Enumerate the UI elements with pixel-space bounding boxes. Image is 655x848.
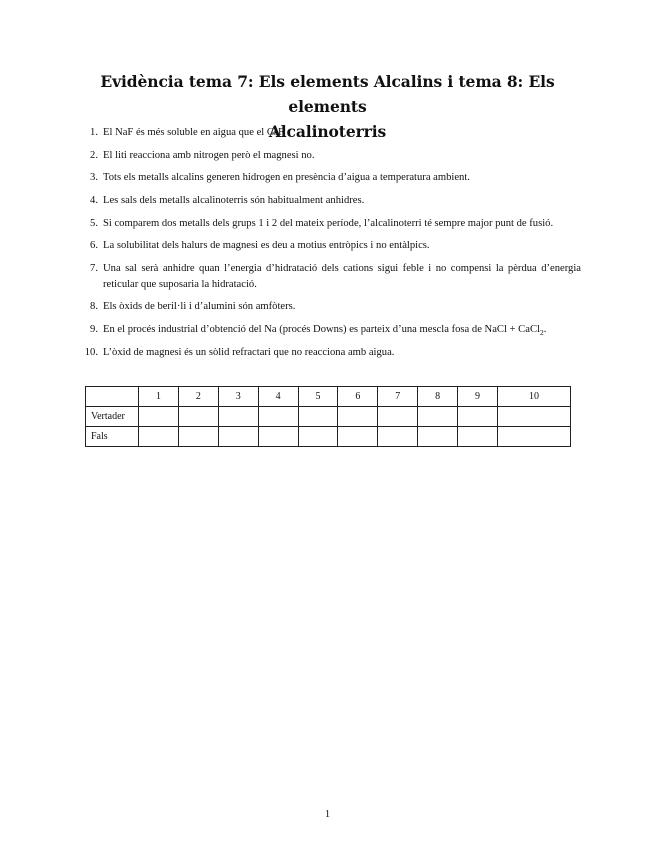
item-number: 5. <box>90 217 98 229</box>
corner-cell <box>86 387 139 407</box>
answer-cell[interactable] <box>258 407 298 427</box>
statement-item <box>86 238 581 254</box>
statement-item <box>86 193 581 209</box>
column-header: 4 <box>258 387 298 407</box>
item-text: L’òxid de magnesi és un sòlid refractari que no reacciona amb aigua. <box>103 346 395 358</box>
item-text: Una sal serà anhidre quan l’energia d’hidratació dels cations sigui feble i no compensi la pèrdua d’energia reticular que suposaria la hidratació. <box>103 263 581 290</box>
answer-cell[interactable] <box>418 427 458 447</box>
answer-cell[interactable] <box>298 407 338 427</box>
column-header: 7 <box>378 387 418 407</box>
answer-cell[interactable] <box>218 407 258 427</box>
item-number: 7. <box>90 263 98 275</box>
item-text: Les sals dels metalls alcalinoterris són habitualment anhidres. <box>103 195 365 207</box>
answer-cell[interactable] <box>139 427 179 447</box>
answer-cell[interactable] <box>378 407 418 427</box>
column-header: 5 <box>298 387 338 407</box>
item-text-end: . <box>543 324 547 335</box>
statement-item <box>86 148 581 164</box>
answer-cell[interactable] <box>497 427 570 447</box>
answer-cell[interactable] <box>218 427 258 447</box>
answer-cell[interactable] <box>418 407 458 427</box>
answer-row-false <box>86 427 571 447</box>
column-header: 1 <box>139 387 179 407</box>
answer-cell[interactable] <box>258 427 298 447</box>
answer-cell[interactable] <box>298 427 338 447</box>
item-number: 9. <box>90 324 98 335</box>
subscript: 2 <box>539 328 544 338</box>
answer-table <box>85 386 571 447</box>
item-number: 1. <box>90 127 98 138</box>
statement-item <box>86 170 581 186</box>
page-number: 1 <box>324 809 331 820</box>
row-label-true: Vertader <box>86 407 139 427</box>
statement-item <box>86 261 581 292</box>
row-label-false: Fals <box>86 427 139 447</box>
column-header: 8 <box>418 387 458 407</box>
answer-cell[interactable] <box>178 427 218 447</box>
column-header: 3 <box>218 387 258 407</box>
statement-item <box>86 322 581 338</box>
column-header: 6 <box>338 387 378 407</box>
answer-cell[interactable] <box>338 407 378 427</box>
item-text-main: En el procés industrial d’obtenció del Na (procés Downs) es parteix d’una mescla fosa de NaCl + CaCl <box>103 324 540 335</box>
item-text: Tots els metalls alcalins generen hidrogen en presència d’aigua a temperatura ambient. <box>103 172 470 184</box>
item-number: 10. <box>84 346 98 358</box>
answer-table-header-row <box>86 387 571 407</box>
answer-cell[interactable] <box>458 407 498 427</box>
answer-cell[interactable] <box>338 427 378 447</box>
item-number: 4. <box>90 195 98 207</box>
answer-cell[interactable] <box>178 407 218 427</box>
item-text <box>103 324 547 338</box>
item-text: Si comparem dos metalls dels grups 1 i 2 del mateix període, l’alcalinoterri té sempre major punt de fusió. <box>103 217 554 229</box>
statement-item <box>86 345 581 361</box>
item-number: 6. <box>90 240 98 252</box>
answer-cell[interactable] <box>458 427 498 447</box>
statement-item <box>86 299 581 315</box>
answer-cell[interactable] <box>378 427 418 447</box>
title-line-2: Alcalinoterris <box>268 122 387 141</box>
item-text: Els òxids de beril·li i d’alumini són amfòters. <box>103 301 296 313</box>
title-line-1: Evidència tema 7: Els elements Alcalins i tema 8: Els elements <box>100 72 555 116</box>
item-text: La solubilitat dels halurs de magnesi es deu a motius entròpics i no entàlpics. <box>103 240 430 252</box>
item-number: 3. <box>90 172 98 184</box>
answer-cell[interactable] <box>139 407 179 427</box>
item-number: 2. <box>90 149 98 161</box>
statement-item <box>86 216 581 232</box>
column-header: 9 <box>458 387 498 407</box>
item-text: El NaF és més soluble en aigua que el CsF. <box>103 127 286 138</box>
item-text: El liti reacciona amb nitrogen però el magnesi no. <box>103 149 315 161</box>
item-number: 8. <box>90 301 98 313</box>
statement-list <box>86 125 581 367</box>
answer-cell[interactable] <box>497 407 570 427</box>
column-header: 10 <box>497 387 570 407</box>
column-header: 2 <box>178 387 218 407</box>
answer-row-true <box>86 407 571 427</box>
statement-item <box>86 125 581 141</box>
